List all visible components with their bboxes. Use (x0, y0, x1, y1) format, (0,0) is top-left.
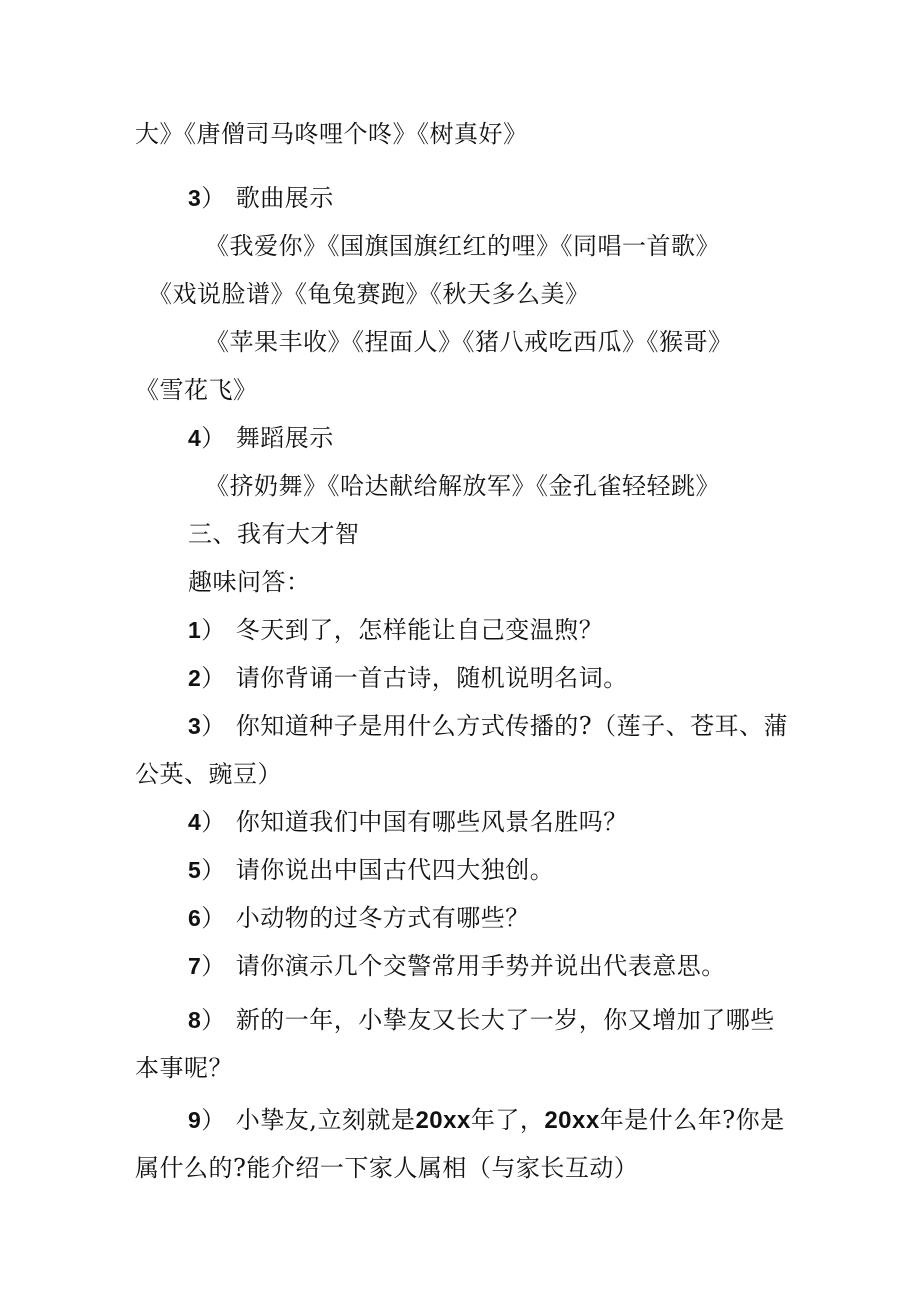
item-text: 新的一年，小挚友又长大了一岁，你又增加了哪些 (235, 1006, 775, 1034)
quiz-item-3-continuation (135, 758, 282, 790)
song-list-line-1 (205, 230, 720, 262)
text: 三、我有大才智 (188, 520, 360, 548)
text: 属什么的?能介绍一下家人属相（与家长互动） (135, 1154, 639, 1182)
song-list-line-2 (148, 278, 590, 310)
dance-list (205, 470, 720, 502)
item-paren: ） (201, 1107, 226, 1134)
song-list-continuation (135, 118, 528, 150)
item-text-part: 年是什么年?你是 (599, 1106, 785, 1134)
item-text: 你知道我们中国有哪些风景名胜吗？ (235, 808, 628, 836)
section-three-heading (188, 518, 360, 550)
quiz-item-9-continuation (135, 1152, 638, 1184)
item-text-part: 立刻就是 (317, 1106, 416, 1134)
song-list-line-4 (135, 374, 258, 406)
item-paren: ） (201, 665, 226, 692)
text: 《雪花飞》 (135, 376, 258, 404)
text: 大》《唐僧司马咚哩个咚》《树真好》 (135, 120, 528, 148)
quiz-item-1 (188, 614, 603, 647)
item-number: 5 (188, 857, 202, 883)
item-text: 歌曲展示 (235, 184, 334, 212)
quiz-item-6 (188, 902, 530, 935)
item-paren: ） (201, 617, 226, 644)
item-text: 你知道种子是用什么方式传播的?（莲子、苍耳、蒲 (235, 712, 789, 740)
item-paren: ） (201, 857, 226, 884)
year-placeholder: 20xx (415, 1107, 471, 1134)
item-text: 请你演示几个交警常用手势并说出代表意思。 (235, 952, 726, 980)
text: 《挤奶舞》《哈达献给解放军》《金孔雀轻轻跳》 (205, 472, 720, 500)
item-number: 4 (188, 425, 202, 451)
item-number: 3 (188, 185, 202, 211)
text: 《苹果丰收》《捏面人》《猪八戒吃西瓜》《猴哥》 (205, 328, 733, 356)
text: 本事呢？ (135, 1054, 233, 1082)
item-number: 2 (188, 665, 202, 691)
item-paren: ） (201, 1007, 226, 1034)
item-text: 请你背诵一首古诗，随机说明名词。 (235, 664, 628, 692)
item-paren: ） (201, 953, 226, 980)
item-number: 8 (188, 1007, 202, 1033)
year-placeholder: 20xx (544, 1107, 600, 1134)
item-text-part: 小挚友, (235, 1106, 318, 1134)
item-paren: ） (201, 809, 226, 836)
quiz-item-7 (188, 950, 726, 983)
quiz-heading (188, 566, 311, 598)
quiz-item-2 (188, 662, 628, 695)
item-paren: ） (201, 905, 226, 932)
quiz-item-4 (188, 806, 628, 839)
quiz-item-3 (188, 710, 788, 743)
text: 《我爱你》《国旗国旗红红的哩》《同唱一首歌》 (205, 232, 720, 260)
item-number: 4 (188, 809, 202, 835)
item-text: 小动物的过冬方式有哪些？ (235, 904, 530, 932)
item-paren: ） (201, 425, 226, 452)
text: 《戏说脸谱》《龟兔赛跑》《秋天多么美》 (148, 280, 590, 308)
item-number: 9 (188, 1107, 202, 1133)
item-text: 冬天到了，怎样能让自己变温煦？ (235, 616, 604, 644)
section-song-heading (188, 182, 334, 215)
item-paren: ） (201, 185, 226, 212)
quiz-item-8-continuation (135, 1052, 233, 1084)
quiz-item-8 (188, 1004, 775, 1037)
text: 公英、豌豆） (135, 760, 282, 788)
section-dance-heading (188, 422, 334, 455)
item-text: 请你说出中国古代四大独创。 (235, 856, 555, 884)
item-text-part: 年了， (470, 1106, 545, 1134)
quiz-item-9 (188, 1104, 785, 1137)
item-number: 6 (188, 905, 202, 931)
song-list-line-3 (205, 326, 733, 358)
item-paren: ） (201, 713, 226, 740)
item-number: 3 (188, 713, 202, 739)
item-number: 1 (188, 617, 202, 643)
text: 趣味问答： (188, 568, 311, 596)
quiz-item-5 (188, 854, 554, 887)
item-number: 7 (188, 953, 202, 979)
item-text: 舞蹈展示 (235, 424, 334, 452)
